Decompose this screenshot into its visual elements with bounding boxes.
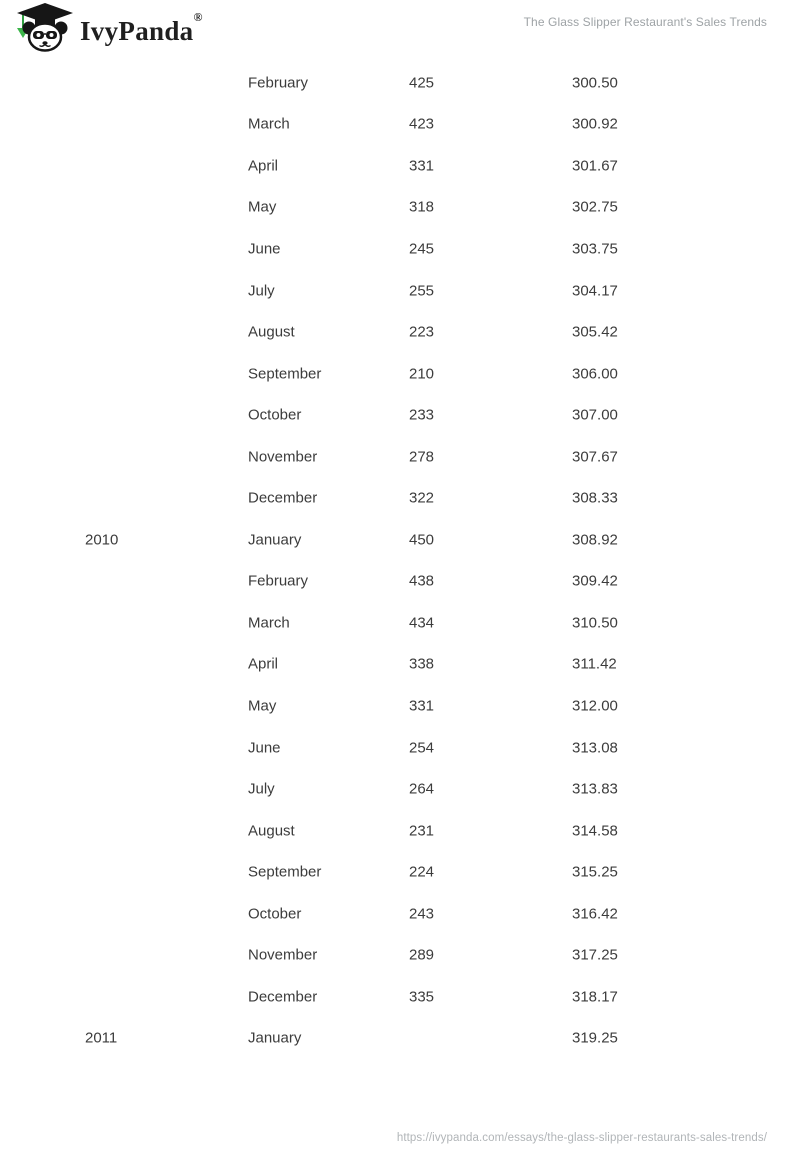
table-row bbox=[0, 810, 800, 852]
row-sales-value: 322 bbox=[409, 489, 435, 507]
row-average-value: 307.00 bbox=[572, 406, 618, 424]
row-sales-value: 423 bbox=[409, 115, 435, 133]
row-month-label: November bbox=[248, 448, 318, 466]
row-month-label: February bbox=[248, 572, 309, 590]
table-row bbox=[0, 353, 800, 395]
table-row bbox=[0, 145, 800, 187]
table-body bbox=[0, 62, 800, 1059]
row-average-value: 313.08 bbox=[572, 739, 618, 757]
row-sales-value: 434 bbox=[409, 614, 435, 632]
row-month-label: July bbox=[248, 780, 275, 798]
row-average-value: 303.75 bbox=[572, 240, 618, 258]
row-month-label: March bbox=[248, 115, 290, 133]
table-row bbox=[0, 477, 800, 519]
row-average-value: 309.42 bbox=[572, 572, 618, 590]
row-sales-value: 338 bbox=[409, 655, 435, 673]
table-row bbox=[0, 104, 800, 146]
table-row bbox=[0, 270, 800, 312]
row-sales-value: 210 bbox=[409, 365, 435, 383]
row-average-value: 317.25 bbox=[572, 946, 618, 964]
row-month-label: October bbox=[248, 406, 302, 424]
row-average-value: 302.75 bbox=[572, 198, 618, 216]
row-year-label: 2011 bbox=[85, 1029, 118, 1047]
table-row bbox=[0, 62, 800, 104]
row-sales-value: 450 bbox=[409, 531, 435, 549]
panda-graduate-icon bbox=[12, 2, 76, 52]
row-sales-value: 335 bbox=[409, 988, 435, 1006]
table-row bbox=[0, 187, 800, 229]
row-sales-value: 254 bbox=[409, 739, 435, 757]
row-sales-value: 438 bbox=[409, 572, 435, 590]
table-row bbox=[0, 519, 800, 561]
row-sales-value: 278 bbox=[409, 448, 435, 466]
logo-wordmark: IvyPanda bbox=[80, 15, 194, 46]
row-sales-value: 231 bbox=[409, 822, 435, 840]
row-sales-value: 233 bbox=[409, 406, 435, 424]
row-month-label: September bbox=[248, 365, 322, 383]
row-average-value: 318.17 bbox=[572, 988, 618, 1006]
row-average-value: 310.50 bbox=[572, 614, 618, 632]
row-average-value: 305.42 bbox=[572, 323, 618, 341]
row-month-label: April bbox=[248, 655, 279, 673]
table-row bbox=[0, 602, 800, 644]
page-header bbox=[0, 0, 800, 58]
row-month-label: September bbox=[248, 863, 322, 881]
table-row bbox=[0, 685, 800, 727]
row-month-label: August bbox=[248, 822, 295, 840]
row-average-value: 300.92 bbox=[572, 115, 618, 133]
row-average-value: 308.33 bbox=[572, 489, 618, 507]
row-average-value: 311.42 bbox=[572, 655, 617, 673]
table-row bbox=[0, 768, 800, 810]
sales-table bbox=[0, 62, 800, 1059]
row-average-value: 312.00 bbox=[572, 697, 618, 715]
row-sales-value: 223 bbox=[409, 323, 435, 341]
row-sales-value: 331 bbox=[409, 157, 435, 175]
row-average-value: 316.42 bbox=[572, 905, 618, 923]
row-sales-value: 243 bbox=[409, 905, 435, 923]
row-month-label: July bbox=[248, 282, 275, 299]
table-row bbox=[0, 976, 800, 1018]
source-url: https://ivypanda.com/essays/the-glass-slipper-restaurants-sales-trends/ bbox=[396, 1132, 767, 1144]
row-sales-value: 318 bbox=[409, 198, 435, 216]
table-row bbox=[0, 436, 800, 478]
row-average-value: 306.00 bbox=[572, 365, 618, 383]
table-row bbox=[0, 1018, 800, 1060]
row-average-value: 313.83 bbox=[572, 780, 618, 798]
table-row bbox=[0, 934, 800, 976]
row-month-label: June bbox=[248, 240, 281, 258]
row-average-value: 315.25 bbox=[572, 863, 618, 881]
row-sales-value: 245 bbox=[409, 240, 435, 258]
row-average-value: 314.58 bbox=[572, 822, 618, 840]
row-month-label: April bbox=[248, 157, 279, 175]
row-month-label: December bbox=[248, 988, 318, 1006]
row-sales-value: 289 bbox=[409, 946, 435, 964]
row-month-label: December bbox=[248, 489, 318, 507]
row-average-value: 300.50 bbox=[572, 74, 618, 92]
row-month-label: May bbox=[248, 198, 277, 216]
row-month-label: October bbox=[248, 905, 302, 923]
table-row bbox=[0, 561, 800, 603]
row-month-label: May bbox=[248, 697, 277, 715]
row-month-label: June bbox=[248, 739, 281, 757]
row-average-value: 301.67 bbox=[572, 157, 618, 175]
table-row bbox=[0, 851, 800, 893]
row-month-label: January bbox=[248, 1029, 302, 1047]
row-month-label: March bbox=[248, 614, 290, 632]
logo-trademark: ® bbox=[193, 9, 203, 24]
row-sales-value: 331 bbox=[409, 697, 435, 715]
table-row bbox=[0, 228, 800, 270]
row-month-label: January bbox=[248, 531, 302, 549]
table-row bbox=[0, 727, 800, 769]
logo-text bbox=[80, 10, 203, 45]
table-row bbox=[0, 394, 800, 436]
page-title: The Glass Slipper Restaurant's Sales Trends bbox=[523, 15, 767, 29]
row-average-value: 319.25 bbox=[572, 1029, 618, 1047]
row-average-value: 308.92 bbox=[572, 531, 618, 549]
row-year-label: 2010 bbox=[85, 531, 119, 549]
row-month-label: February bbox=[248, 74, 309, 92]
row-sales-value: 264 bbox=[409, 780, 435, 798]
row-sales-value: 255 bbox=[409, 282, 435, 299]
table-row bbox=[0, 893, 800, 935]
row-month-label: August bbox=[248, 323, 295, 341]
row-month-label: November bbox=[248, 946, 318, 964]
table-row bbox=[0, 311, 800, 353]
ivypanda-logo bbox=[12, 2, 203, 52]
row-sales-value: 425 bbox=[409, 74, 435, 92]
row-average-value: 307.67 bbox=[572, 448, 618, 466]
row-average-value: 304.17 bbox=[572, 282, 618, 299]
row-sales-value: 224 bbox=[409, 863, 435, 881]
table-row bbox=[0, 644, 800, 686]
